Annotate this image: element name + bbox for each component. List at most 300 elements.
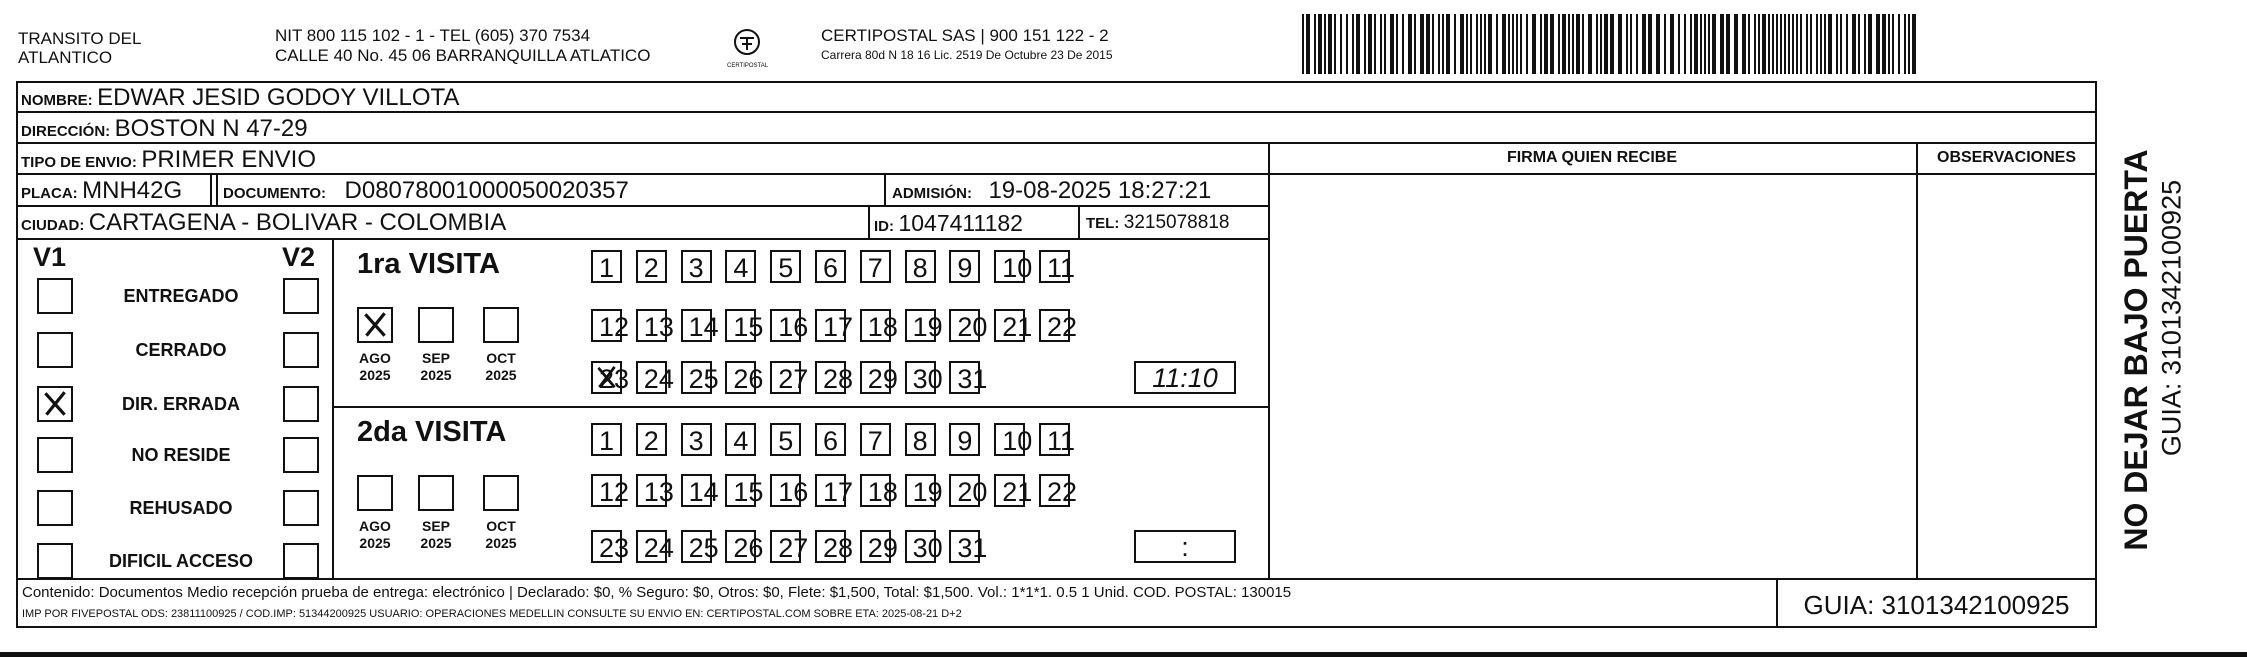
- day-number: 18: [867, 312, 898, 342]
- day-box[interactable]: [949, 250, 980, 283]
- barcode-bar: [1328, 14, 1332, 74]
- barcode-bar: [1540, 14, 1542, 74]
- day-number: 7: [867, 253, 883, 283]
- tel-row: [1086, 213, 1229, 232]
- barcode-bar: [1888, 14, 1890, 74]
- tel-value: 3215078818: [1123, 212, 1230, 233]
- barcode-bar: [1352, 14, 1354, 74]
- day-box[interactable]: [636, 250, 667, 283]
- day-number: 26: [733, 364, 764, 394]
- day-box[interactable]: [636, 309, 674, 342]
- barcode-bar: [1526, 14, 1528, 74]
- direccion-value: BOSTON N 47-29: [114, 115, 308, 142]
- barcode-bar: [1858, 14, 1860, 74]
- barcode-bar: [1414, 14, 1416, 74]
- day-number: 4: [733, 253, 749, 283]
- barcode-bar: [1748, 14, 1750, 74]
- day-number: 21: [1002, 477, 1033, 507]
- v2-checkbox[interactable]: [283, 490, 319, 526]
- barcode-bar: [1836, 14, 1838, 74]
- barcode-bar: [1618, 14, 1622, 74]
- day-box[interactable]: [770, 361, 809, 394]
- barcode-bar: [1508, 14, 1510, 74]
- barcode-bar: [1892, 14, 1894, 74]
- barcode-bar: [1568, 14, 1570, 74]
- v1-checkbox[interactable]: [37, 543, 73, 579]
- v1-checkbox[interactable]: [37, 332, 73, 368]
- v1-checkbox[interactable]: [37, 278, 73, 314]
- day-number: 28: [823, 364, 854, 394]
- month-checkbox[interactable]: [357, 307, 393, 343]
- barcode-bar: [1810, 14, 1812, 74]
- barcode-bar: [1664, 14, 1666, 74]
- day-box[interactable]: [591, 361, 630, 394]
- barcode-bar: [1340, 14, 1342, 74]
- day-box[interactable]: [815, 361, 854, 394]
- time-field[interactable]: :: [1134, 530, 1236, 563]
- day-box[interactable]: [860, 423, 891, 456]
- barcode-bar: [1374, 14, 1376, 74]
- barcode-bar: [1476, 14, 1478, 74]
- year-label: 2025: [359, 367, 391, 383]
- documento-row: [223, 179, 629, 203]
- day-box[interactable]: [815, 530, 854, 563]
- day-number: 5: [778, 426, 794, 456]
- barcode-bar: [1484, 14, 1486, 74]
- barcode-bar: [1596, 14, 1598, 74]
- barcode-bar: [1904, 14, 1906, 74]
- status-label: CERRADO: [135, 340, 227, 360]
- id-row: [874, 212, 1023, 235]
- day-box[interactable]: [815, 474, 854, 507]
- day-box[interactable]: [636, 474, 674, 507]
- logo-icon: [727, 28, 767, 58]
- barcode-bar: [1582, 14, 1584, 74]
- v1-checkbox[interactable]: [37, 386, 73, 422]
- day-number: 7: [867, 426, 883, 456]
- month-label: OCT: [486, 518, 516, 534]
- barcode-bar: [1908, 14, 1910, 74]
- year-label: 2025: [420, 367, 452, 383]
- documento-label: DOCUMENTO:: [223, 185, 327, 202]
- day-box[interactable]: [860, 250, 891, 283]
- day-box[interactable]: [681, 474, 719, 507]
- barcode-bar: [1396, 14, 1398, 74]
- documento-value: D08078001000050020357: [344, 177, 629, 204]
- day-number: 5: [778, 253, 794, 283]
- v1-label: V1: [33, 242, 67, 272]
- day-box[interactable]: [725, 250, 756, 283]
- barcode-bar: [1868, 14, 1872, 74]
- barcode-bar: [1780, 14, 1782, 74]
- company-name-line1: TRANSITO DEL: [18, 29, 142, 48]
- barcode-bar: [1466, 14, 1468, 74]
- tipo-envio-label: TIPO DE ENVIO:: [21, 154, 137, 171]
- day-box[interactable]: [815, 250, 846, 283]
- barcode-bar: [1656, 14, 1660, 74]
- day-number: 9: [957, 426, 973, 456]
- v2-checkbox[interactable]: [283, 437, 319, 473]
- day-number: 22: [1047, 312, 1078, 342]
- day-number: 15: [733, 312, 764, 342]
- day-number: 27: [778, 533, 809, 563]
- day-box[interactable]: [636, 361, 674, 394]
- visit1-title: 1ra VISITA: [357, 248, 500, 280]
- day-box[interactable]: [949, 423, 980, 456]
- day-box[interactable]: [905, 361, 943, 394]
- day-box[interactable]: [725, 530, 764, 563]
- barcode-bar: [1846, 14, 1848, 74]
- day-box[interactable]: [905, 250, 936, 283]
- barcode-bar: [1720, 14, 1724, 74]
- day-box[interactable]: [636, 530, 674, 563]
- nombre-label: NOMBRE:: [21, 92, 93, 109]
- day-number: 15: [733, 477, 764, 507]
- barcode-bar: [1438, 14, 1440, 74]
- day-number: 19: [912, 312, 943, 342]
- barcode-bar: [1690, 14, 1692, 74]
- day-number: 17: [823, 477, 854, 507]
- barcode-bar: [1820, 14, 1822, 74]
- month-label: AGO: [359, 350, 391, 366]
- barcode-bar: [1898, 14, 1900, 74]
- barcode-bar: [1532, 14, 1536, 74]
- address-line: CALLE 40 No. 45 06 BARRANQUILLA ATLATICO: [275, 46, 651, 65]
- barcode-bar: [1512, 14, 1514, 74]
- barcode-bar: [1852, 14, 1856, 74]
- firma-area[interactable]: [1270, 175, 1915, 577]
- day-number: 2: [643, 253, 659, 283]
- barcode-bar: [1642, 14, 1646, 74]
- barcode-bar: [1600, 14, 1602, 74]
- day-box[interactable]: [636, 423, 667, 456]
- barcode-bar: [1636, 14, 1638, 74]
- barcode-bar: [1788, 14, 1790, 74]
- certipostal-line: CERTIPOSTAL SAS | 900 151 122 - 2: [821, 26, 1109, 45]
- day-box[interactable]: [591, 250, 622, 283]
- barcode-bar: [1816, 14, 1818, 74]
- v1-checkbox[interactable]: [37, 437, 73, 473]
- day-number: 12: [599, 477, 630, 507]
- barcode-bar: [1480, 14, 1482, 74]
- year-label: 2025: [485, 367, 517, 383]
- day-number: 9: [957, 253, 973, 283]
- barcode-bar: [1550, 14, 1554, 74]
- barcode-bar: [1762, 14, 1766, 74]
- day-number: 6: [823, 253, 839, 283]
- day-number: 6: [823, 426, 839, 456]
- day-box[interactable]: [949, 309, 988, 342]
- barcode-bar: [1758, 14, 1760, 74]
- barcode-bar: [1314, 14, 1316, 74]
- day-number: 20: [957, 312, 988, 342]
- year-label: 2025: [420, 535, 452, 551]
- day-box[interactable]: [770, 530, 809, 563]
- barcode-bar: [1864, 14, 1866, 74]
- day-number: 1: [599, 426, 615, 456]
- nombre-row: [21, 86, 459, 110]
- day-number: 10: [1002, 253, 1033, 283]
- barcode-bar: [1742, 14, 1746, 74]
- day-box[interactable]: [725, 474, 764, 507]
- v2-label: V2: [282, 242, 316, 272]
- footer-guia: GUIA: 3101342100925: [1803, 590, 2070, 620]
- month-checkbox[interactable]: [483, 475, 519, 511]
- day-box[interactable]: [949, 474, 988, 507]
- month-checkbox[interactable]: [418, 475, 454, 511]
- day-box[interactable]: [860, 474, 898, 507]
- barcode-bar: [1390, 14, 1394, 74]
- day-box[interactable]: [725, 361, 764, 394]
- status-label: DIFICIL ACCESO: [108, 551, 253, 571]
- barcode-bar: [1784, 14, 1786, 74]
- barcode-bar: [1726, 14, 1730, 74]
- day-box[interactable]: [815, 423, 846, 456]
- nombre-value: EDWAR JESID GODOY VILLOTA: [97, 84, 460, 111]
- observaciones-area[interactable]: [1918, 175, 2094, 577]
- barcode-bar: [1380, 14, 1382, 74]
- day-number: 3: [688, 253, 704, 283]
- visit2-title: 2da VISITA: [357, 416, 507, 448]
- barcode-bar: [1776, 14, 1778, 74]
- tipo-envio-row: [21, 148, 316, 172]
- certipostal-logo: [727, 28, 767, 70]
- day-box[interactable]: [591, 309, 630, 342]
- day-box[interactable]: [1039, 423, 1076, 456]
- barcode-bar: [1460, 14, 1464, 74]
- nit-line: NIT 800 115 102 - 1 - TEL (605) 370 7534: [275, 26, 591, 45]
- day-box[interactable]: [994, 474, 1033, 507]
- admision-label: ADMISIÓN:: [892, 185, 972, 202]
- day-number: 19: [912, 477, 943, 507]
- day-number: 1: [599, 253, 615, 283]
- status-label: ENTREGADO: [123, 286, 239, 306]
- placa-value: MNH42G: [82, 177, 183, 204]
- observaciones-label: OBSERVACIONES: [1937, 149, 2076, 166]
- day-box[interactable]: [860, 309, 898, 342]
- day-box[interactable]: [860, 530, 898, 563]
- month-checkbox[interactable]: [483, 307, 519, 343]
- barcode-bar: [1694, 14, 1698, 74]
- vertical-guia: GUIA: 3101342100925: [2156, 179, 2187, 457]
- day-number: 16: [778, 312, 809, 342]
- barcode-bar: [1754, 14, 1756, 74]
- day-box[interactable]: [725, 423, 756, 456]
- month-label: OCT: [486, 350, 516, 366]
- barcode-bar: [1442, 14, 1444, 74]
- day-number: 12: [599, 312, 630, 342]
- barcode-bar: [1800, 14, 1802, 74]
- day-box[interactable]: [681, 361, 719, 394]
- day-box[interactable]: [994, 250, 1033, 283]
- firma-label: FIRMA QUIEN RECIBE: [1506, 149, 1678, 166]
- barcode-bar: [1488, 14, 1492, 74]
- day-box[interactable]: [1039, 309, 1078, 342]
- ciudad-value: CARTAGENA - BOLIVAR - COLOMBIA: [88, 209, 507, 236]
- barcode-bar: [1576, 14, 1580, 74]
- day-number: 11: [1047, 426, 1076, 456]
- v2-checkbox[interactable]: [283, 332, 319, 368]
- day-number: 13: [643, 312, 674, 342]
- barcode-bar: [1420, 14, 1424, 74]
- barcode-bar: [1306, 14, 1310, 74]
- barcode-bar: [1346, 14, 1348, 74]
- barcode-bar: [1768, 14, 1770, 74]
- admision-row: [892, 179, 1211, 203]
- month-checkbox[interactable]: [357, 475, 393, 511]
- barcode-bar: [1630, 14, 1632, 74]
- day-box[interactable]: [725, 309, 764, 342]
- license-line: Carrera 80d N 18 16 Lic. 2519 De Octubre 23 De 2015: [821, 48, 1113, 62]
- time-field[interactable]: 11:10: [1134, 361, 1236, 394]
- day-number: 24: [643, 364, 674, 394]
- day-number: 29: [867, 364, 898, 394]
- day-box[interactable]: [681, 423, 712, 456]
- direccion-row: [21, 117, 308, 141]
- barcode-bar: [1876, 14, 1880, 74]
- v2-checkbox[interactable]: [283, 278, 319, 314]
- barcode-bar: [1882, 14, 1886, 74]
- barcode-bar: [1324, 14, 1326, 74]
- barcode-bar: [1454, 14, 1456, 74]
- day-box[interactable]: [770, 474, 809, 507]
- day-number: 27: [778, 364, 809, 394]
- tipo-envio-value: PRIMER ENVIO: [141, 146, 317, 173]
- day-number: 10: [1002, 426, 1033, 456]
- day-box[interactable]: [681, 530, 719, 563]
- day-box[interactable]: [591, 474, 630, 507]
- v2-checkbox[interactable]: [283, 386, 319, 422]
- ciudad-label: CIUDAD:: [21, 217, 85, 234]
- bottom-edge: [0, 652, 2247, 657]
- day-number: 25: [688, 364, 719, 394]
- day-number: 20: [957, 477, 988, 507]
- day-number: 21: [1002, 312, 1033, 342]
- day-box[interactable]: [949, 361, 988, 394]
- day-number: 31: [957, 533, 988, 563]
- barcode-bar: [1558, 14, 1560, 74]
- day-number: 14: [688, 312, 719, 342]
- day-box[interactable]: [770, 423, 801, 456]
- placa-row: [21, 179, 182, 203]
- day-box[interactable]: [681, 309, 719, 342]
- day-number: 16: [778, 477, 809, 507]
- day-number: 24: [643, 533, 674, 563]
- day-number: 13: [643, 477, 674, 507]
- day-number: 3: [688, 426, 704, 456]
- ciudad-row: [21, 211, 506, 235]
- day-number: 23: [599, 533, 630, 563]
- barcode-bar: [1318, 14, 1322, 74]
- month-checkbox[interactable]: [418, 307, 454, 343]
- day-box[interactable]: [905, 309, 943, 342]
- footer-line2: IMP POR FIVEPOSTAL ODS: 23811100925 / COD.IMP: 51344200925 USUARIO: OPERACIONES MEDELLIN CONSULTE SU ENVIO EN: CERTIPOSTAL.COM SOBRE ETA: 2025-08-21 D+2: [22, 608, 962, 620]
- barcode-bar: [1704, 14, 1706, 74]
- day-number: 28: [823, 533, 854, 563]
- barcode-bar: [1840, 14, 1842, 74]
- day-number: 2: [643, 426, 659, 456]
- day-box[interactable]: [905, 474, 943, 507]
- day-number: 17: [823, 312, 854, 342]
- barcode-bar: [1708, 14, 1710, 74]
- id-value: 1047411182: [898, 210, 1023, 236]
- day-number: 8: [912, 426, 928, 456]
- company-name-line2: ATLANTICO: [18, 48, 113, 67]
- barcode-bar: [1806, 14, 1808, 74]
- no-dejar-bajo-puerta: NO DEJAR BAJO PUERTA: [2118, 149, 2154, 551]
- day-number: 11: [1047, 253, 1076, 283]
- barcode-bar: [1446, 14, 1450, 74]
- year-label: 2025: [485, 535, 517, 551]
- day-box[interactable]: [860, 361, 898, 394]
- day-number: 29: [867, 533, 898, 563]
- day-box[interactable]: [994, 309, 1033, 342]
- placa-label: PLACA:: [21, 185, 78, 202]
- day-box[interactable]: [994, 423, 1033, 456]
- logo-caption: CERTIPOSTAL: [727, 63, 769, 69]
- day-number: 23: [599, 364, 630, 394]
- day-box[interactable]: [905, 530, 943, 563]
- day-box[interactable]: [770, 250, 801, 283]
- barcode: [1302, 14, 1919, 74]
- day-box[interactable]: [591, 530, 630, 563]
- barcode-bar: [1364, 14, 1366, 74]
- barcode-bar: [1824, 14, 1826, 74]
- barcode-bar: [1408, 14, 1412, 74]
- day-box[interactable]: [949, 530, 988, 563]
- barcode-bar: [1516, 14, 1518, 74]
- barcode-bar: [1572, 14, 1574, 74]
- day-box[interactable]: [770, 309, 809, 342]
- month-label: SEP: [421, 350, 450, 366]
- day-number: 4: [733, 426, 749, 456]
- day-number: 31: [957, 364, 988, 394]
- v1-checkbox[interactable]: [37, 490, 73, 526]
- barcode-bar: [1588, 14, 1592, 74]
- barcode-bar: [1544, 14, 1548, 74]
- day-box[interactable]: [815, 309, 854, 342]
- barcode-bar: [1496, 14, 1498, 74]
- barcode-bar: [1772, 14, 1774, 74]
- day-box[interactable]: [905, 423, 936, 456]
- barcode-bar: [1368, 14, 1372, 74]
- year-label: 2025: [359, 535, 391, 551]
- barcode-bar: [1796, 14, 1798, 74]
- day-number: 14: [688, 477, 719, 507]
- month-label: SEP: [421, 518, 450, 534]
- barcode-bar: [1792, 14, 1794, 74]
- v2-checkbox[interactable]: [283, 543, 319, 579]
- barcode-bar: [1712, 14, 1716, 74]
- day-number: 18: [867, 477, 898, 507]
- day-box[interactable]: [1039, 250, 1076, 283]
- day-number: 8: [912, 253, 928, 283]
- day-number: 25: [688, 533, 719, 563]
- footer-line1: Contenido: Documentos Medio recepción prueba de entrega: electrónico | Declarado: $0, % Seguro: $0, Otros: $0, Flete: $1,500, Total: $1,500. Vol.: 1*1*1. 0.5 1 Unid. COD. POSTAL: 130015: [22, 584, 1292, 601]
- day-box[interactable]: [1039, 474, 1078, 507]
- direccion-label: DIRECCIÓN:: [21, 123, 111, 140]
- barcode-bar: [1828, 14, 1832, 74]
- barcode-bar: [1678, 14, 1680, 74]
- barcode-bar: [1384, 14, 1386, 74]
- day-box[interactable]: [591, 423, 622, 456]
- status-label: DIR. ERRADA: [121, 394, 240, 414]
- barcode-bar: [1648, 14, 1652, 74]
- barcode-bar: [1520, 14, 1522, 74]
- barcode-bar: [1402, 14, 1404, 74]
- barcode-bar: [1700, 14, 1702, 74]
- day-box[interactable]: [681, 250, 712, 283]
